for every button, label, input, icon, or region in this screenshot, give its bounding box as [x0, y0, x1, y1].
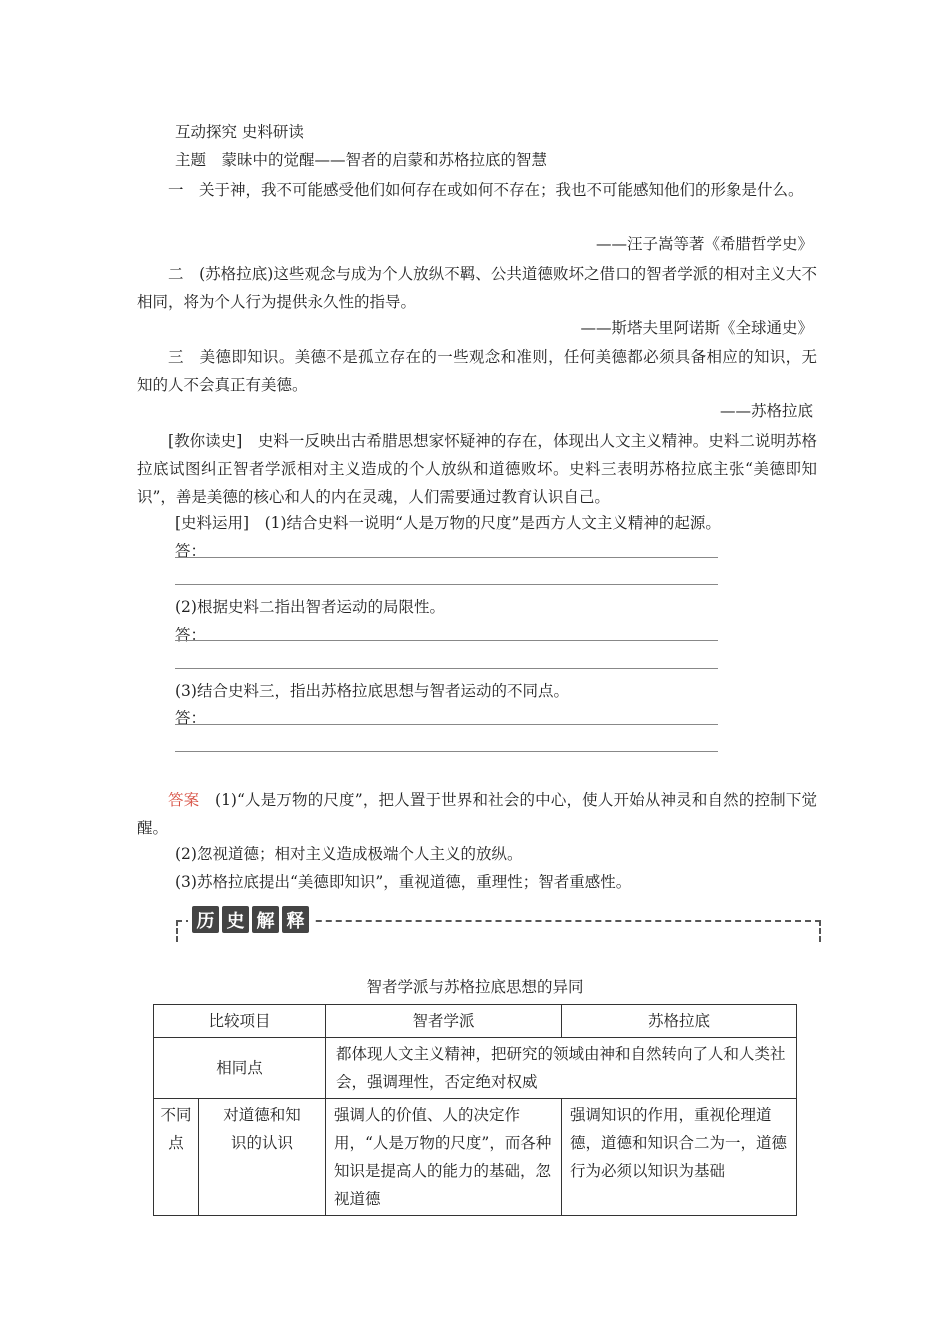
answer-label: 答案	[168, 791, 200, 809]
sophist-text: 强调人的价值、人的决定作用，“人是万物的尺度”，而各种知识是提高人的能力的基础，忽视道德	[326, 1099, 562, 1216]
diff-label: 不同点	[154, 1099, 199, 1216]
answer-prefix-3: 答：	[175, 709, 207, 727]
answer-line[interactable]	[175, 668, 718, 669]
diff-sub: 对道德和知识的认识	[199, 1099, 326, 1216]
answer-line[interactable]	[175, 584, 718, 585]
answer-line[interactable]	[175, 640, 718, 641]
banner-char: 释	[282, 906, 309, 933]
banner-char: 解	[252, 906, 279, 933]
table-header: 比较项目	[154, 1005, 326, 1038]
same-label: 相同点	[154, 1038, 326, 1099]
table-header: 苏格拉底	[562, 1005, 797, 1038]
banner-char: 历	[192, 906, 219, 933]
answer-line[interactable]	[175, 724, 718, 725]
reading-guide: [教你读史] 史料一反映出古希腊思想家怀疑神的存在，体现出人文主义精神。史料二说明苏格拉底试图纠正智者学派相对主义造成的个人放纵和道德败坏。史料三表明苏格拉底主张“美德即知识”，善是美德的核心和人的内在灵魂，人们需要通过教育认识自己。	[137, 432, 817, 506]
source-two: 二 (苏格拉底)这些观念与成为个人放纵不羁、公共道德败坏之借口的智者学派的相对主义大不相同，将为个人行为提供永久性的指导。	[137, 265, 817, 311]
answer-line[interactable]	[175, 751, 718, 752]
socrates-text: 强调知识的作用，重视伦理道德，道德和知识合二为一，道德行为必须以知识为基础	[562, 1099, 797, 1216]
question-3: (3)结合史料三，指出苏格拉底思想与智者运动的不同点。	[175, 682, 569, 700]
topic-title: 主题 蒙昧中的觉醒——智者的启蒙和苏格拉底的智慧	[175, 151, 548, 169]
comparison-table	[153, 1004, 797, 1216]
banner-char: 史	[222, 906, 249, 933]
question-2: (2)根据史料二指出智者运动的局限性。	[175, 598, 445, 616]
same-text: 都体现人文主义精神，把研究的领域由神和自然转向了人和人类社会，强调理性，否定绝对权威	[326, 1038, 797, 1099]
table-header: 智者学派	[326, 1005, 562, 1038]
source-two-citation: ——斯塔夫里阿诺斯《全球通史》	[580, 319, 813, 337]
source-three-citation: ——苏格拉底	[719, 402, 813, 420]
answer-line[interactable]	[175, 557, 718, 558]
table-title: 智者学派与苏格拉底思想的异同	[366, 978, 584, 996]
answer-3: (3)苏格拉底提出“美德即知识”，重视道德，重理性；智者重感性。	[175, 873, 632, 891]
answer-2: (2)忽视道德；相对主义造成极端个人主义的放纵。	[175, 845, 523, 863]
section-heading: 互动探究 史料研读	[175, 123, 304, 141]
source-one: 一 关于神，我不可能感受他们如何存在或如何不存在；我也不可能感知他们的形象是什么。	[168, 181, 804, 199]
source-one-citation: ——汪子嵩等著《希腊哲学史》	[595, 235, 813, 253]
answer-1: 答案 (1)“人是万物的尺度”，把人置于世界和社会的中心，使人开始从神灵和自然的控制下觉醒。	[137, 791, 817, 837]
answer-prefix-2: 答：	[175, 626, 207, 644]
question-1: [史料运用] (1)结合史料一说明“人是万物的尺度”是西方人文主义精神的起源。	[175, 514, 721, 532]
answer-prefix-1: 答：	[175, 542, 207, 560]
history-explanation-banner	[176, 906, 821, 942]
source-three: 三 美德即知识。美德不是孤立存在的一些观念和准则，任何美德都必须具备相应的知识，无知的人不会真正有美德。	[137, 348, 817, 394]
